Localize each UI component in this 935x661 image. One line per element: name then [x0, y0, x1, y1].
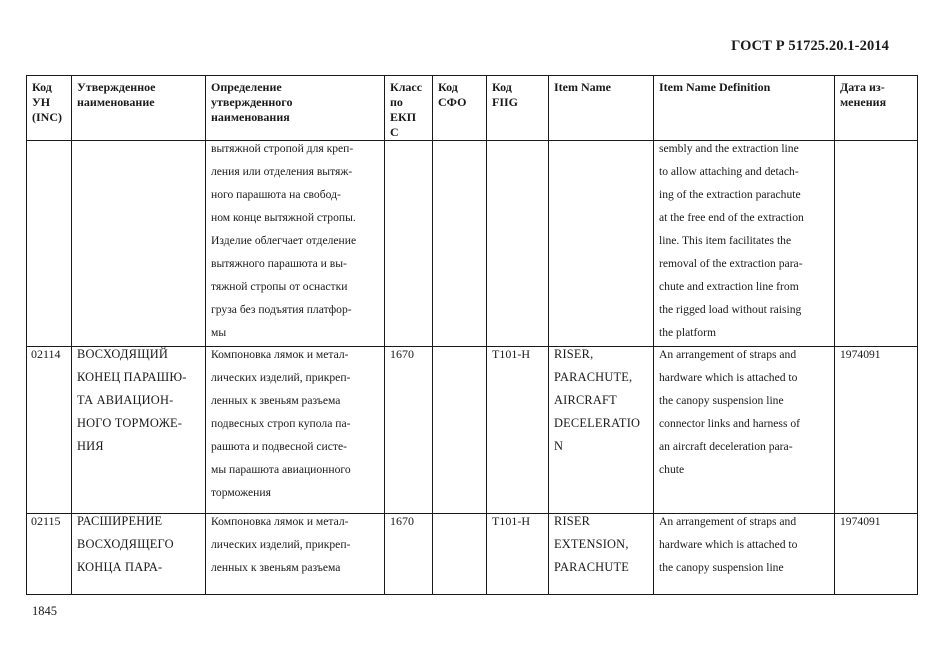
classification-table	[26, 75, 918, 595]
cell-item-definition: An arrangement of straps and hardware which is attached to the canopy suspension line connector links and harness of an aircraft deceleration para- chute	[654, 347, 835, 514]
table-header-row	[27, 76, 918, 141]
col-header-class: Класс по ЕКП С	[385, 76, 433, 141]
cell-class: 1670	[385, 347, 433, 514]
table-row	[27, 141, 918, 347]
cell-item-definition: An arrangement of straps and hardware which is attached to the canopy suspension line	[654, 514, 835, 595]
cell-approved-name	[72, 141, 206, 347]
table-row	[27, 347, 918, 514]
cell-item-definition: sembly and the extraction line to allow attaching and detach- ing of the extraction parachute at the free end of the extraction line. This item facilitates the removal of the extraction para- chute and extraction line from the rigged load without raising the platform	[654, 141, 835, 347]
page-number: 1845	[32, 604, 57, 618]
cell-class	[385, 141, 433, 347]
cell-definition-ru: Компоновка лямок и метал- лических изделий, прикреп- ленных к звеньям разъема	[206, 514, 385, 595]
col-header-approved-name: Утвержденное наименование	[72, 76, 206, 141]
col-header-inc: Код УН (INC)	[27, 76, 72, 141]
col-header-fiig: Код FIIG	[487, 76, 549, 141]
cell-definition-ru: Компоновка лямок и метал- лических изделий, прикреп- ленных к звеньям разъема подвесных строп купола па- рашюта и подвесной систе- мы парашюта авиационного торможения	[206, 347, 385, 514]
cell-item-name	[549, 141, 654, 347]
col-header-item-name: Item Name	[549, 76, 654, 141]
cell-inc: 02115	[27, 514, 72, 595]
document-standard-id: ГОСТ Р 51725.20.1-2014	[731, 38, 889, 54]
table-row	[27, 514, 918, 595]
cell-definition-ru: вытяжной стропой для креп- ления или отделения вытяж- ного парашюта на свобод- ном конце вытяжной стропы. Изделие облегчает отделение вытяжного парашюта и вы- тяжной стропы от оснастки груза без подъятия платфор- мы	[206, 141, 385, 347]
cell-date	[835, 141, 918, 347]
col-header-sfo: Код СФО	[433, 76, 487, 141]
cell-sfo	[433, 514, 487, 595]
cell-sfo	[433, 141, 487, 347]
col-header-item-definition: Item Name Definition	[654, 76, 835, 141]
cell-fiig: T101-H	[487, 347, 549, 514]
cell-date: 1974091	[835, 514, 918, 595]
cell-sfo	[433, 347, 487, 514]
cell-fiig: T101-H	[487, 514, 549, 595]
col-header-definition: Определение утвержденного наименования	[206, 76, 385, 141]
cell-fiig	[487, 141, 549, 347]
cell-class: 1670	[385, 514, 433, 595]
col-header-date: Дата из- менения	[835, 76, 918, 141]
cell-inc: 02114	[27, 347, 72, 514]
cell-item-name: RISER EXTENSION, PARACHUTE	[549, 514, 654, 595]
cell-approved-name: РАСШИРЕНИЕ ВОСХОДЯЩЕГО КОНЦА ПАРА-	[72, 514, 206, 595]
cell-item-name: RISER, PARACHUTE, AIRCRAFT DECELERATIO N	[549, 347, 654, 514]
cell-inc	[27, 141, 72, 347]
cell-approved-name: ВОСХОДЯЩИЙ КОНЕЦ ПАРАШЮ- ТА АВИАЦИОН- НОГО ТОРМОЖЕ- НИЯ	[72, 347, 206, 514]
cell-date: 1974091	[835, 347, 918, 514]
